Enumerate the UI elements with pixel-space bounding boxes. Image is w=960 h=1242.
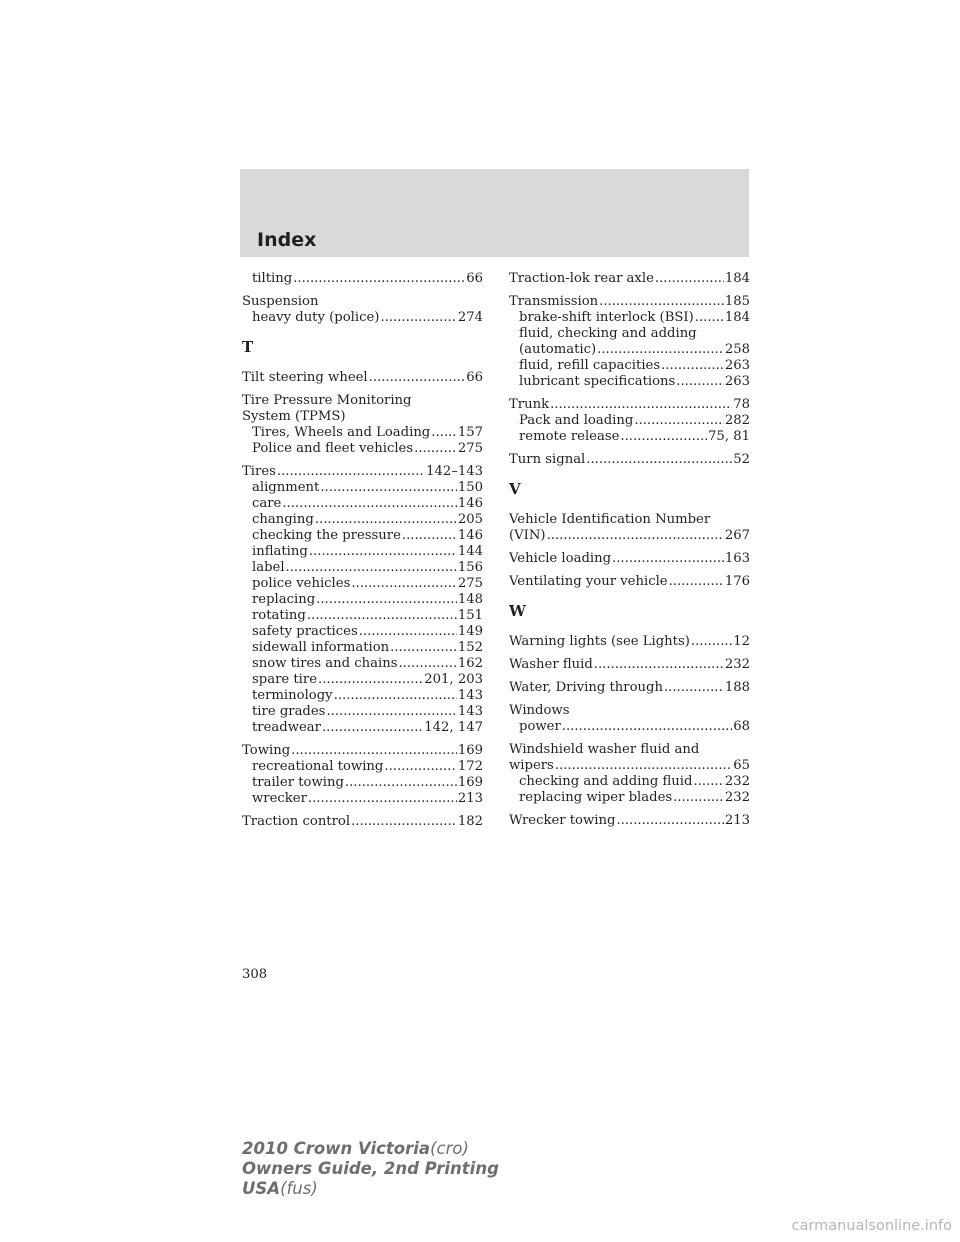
footer-line-market: USA(fus): [242, 1179, 318, 1198]
footer-line-model: 2010 Crown Victoria(cro): [242, 1139, 469, 1158]
entry-page-ref: 169: [457, 743, 483, 758]
entry-text: System (TPMS): [242, 409, 346, 424]
dot-leader: [594, 657, 724, 673]
index-entry: [509, 680, 750, 696]
entry-page-ref: 144: [457, 544, 483, 559]
entry-text: rotating: [252, 608, 306, 623]
dot-leader: [586, 452, 732, 468]
entry-text: Transmission: [509, 294, 599, 309]
entry-text: Turn signal: [509, 452, 586, 467]
entry-text: alignment: [252, 480, 320, 495]
watermark: carmanualsonline.info: [791, 1218, 952, 1234]
dot-leader: [691, 634, 732, 650]
dot-leader: [291, 743, 457, 759]
index-subentry-line: [242, 640, 483, 656]
index-subentry-line: [242, 608, 483, 624]
index-subentry-line: [509, 719, 750, 735]
dot-leader: [322, 720, 423, 736]
entry-page-ref: 258: [724, 342, 750, 357]
index-entry: [509, 742, 750, 806]
index-column-left: [242, 271, 483, 837]
entry-text: Traction control: [242, 814, 351, 829]
dot-leader: [282, 496, 456, 512]
dot-leader: [634, 413, 724, 429]
entry-text: Trunk: [509, 397, 550, 412]
entry-page-ref: 232: [724, 790, 750, 805]
entry-page-ref: 162: [457, 656, 483, 671]
page-number: 308: [242, 967, 268, 982]
dot-leader: [320, 480, 456, 496]
index-subentry-line: [242, 528, 483, 544]
dot-leader: [547, 528, 724, 544]
entry-page-ref: 157: [457, 425, 483, 440]
index-entry: [242, 464, 483, 736]
entry-text: checking the pressure: [252, 528, 401, 543]
document-footer: [242, 1139, 499, 1199]
entry-page-ref: 152: [457, 640, 483, 655]
index-entry: [509, 294, 750, 390]
entry-page-ref: 232: [724, 657, 750, 672]
dot-leader: [620, 429, 707, 445]
index-entry: [509, 271, 750, 287]
dot-leader: [597, 342, 724, 358]
entry-text: police vehicles: [252, 576, 351, 591]
index-entry-line: [509, 271, 750, 287]
index-entry-line: [509, 512, 750, 528]
index-subentry-line: [242, 480, 483, 496]
entry-page-ref: 275: [457, 576, 483, 591]
index-entry-line: [509, 703, 750, 719]
index-letter-heading: W: [509, 602, 526, 620]
index-subentry-line: [242, 759, 483, 775]
dot-leader: [655, 271, 724, 287]
index-entry-line: [509, 397, 750, 413]
index-subentry-line: [509, 429, 750, 445]
dot-leader: [307, 608, 457, 624]
entry-page-ref: 185: [724, 294, 750, 309]
index-subentry-line: [509, 413, 750, 429]
index-entry: [242, 743, 483, 807]
index-entry-line: [509, 657, 750, 673]
index-subentry-line: [242, 544, 483, 560]
entry-text: changing: [252, 512, 314, 527]
entry-text: Police and fleet vehicles: [252, 441, 414, 456]
dot-leader: [669, 574, 724, 590]
entry-page-ref: 263: [724, 374, 750, 389]
index-subentry-line: [509, 774, 750, 790]
dot-leader: [286, 560, 457, 576]
index-entry-line: [509, 551, 750, 567]
entry-text: tilting: [252, 271, 293, 286]
dot-leader: [664, 680, 724, 696]
index-entry-line: [509, 528, 750, 544]
dot-leader: [308, 791, 457, 807]
index-entry: [509, 397, 750, 445]
index-entry-line: [509, 742, 750, 758]
index-entry-line: [242, 743, 483, 759]
entry-text: brake-shift interlock (BSI): [519, 310, 694, 325]
index-subentry-line: [242, 656, 483, 672]
index-letter-heading: V: [509, 480, 521, 498]
dot-leader: [673, 790, 724, 806]
footer-line-edition: Owners Guide, 2nd Printing: [242, 1159, 499, 1178]
entry-text: Tire Pressure Monitoring: [242, 393, 412, 408]
index-entry-line: [509, 680, 750, 696]
entry-page-ref: 201, 203: [424, 672, 483, 687]
index-entry: [242, 814, 483, 830]
entry-page-ref: 274: [457, 310, 483, 325]
entry-text: wipers: [509, 758, 554, 773]
entry-page-ref: 275: [457, 441, 483, 456]
index-subentry-line: [242, 688, 483, 704]
index-entry: [242, 271, 483, 287]
dot-leader: [616, 813, 723, 829]
index-subentry-line: [242, 496, 483, 512]
entry-page-ref: 66: [466, 271, 483, 286]
entry-page-ref: 150: [457, 480, 483, 495]
dot-leader: [369, 370, 466, 386]
entry-page-ref: 143: [457, 704, 483, 719]
dot-leader: [384, 759, 456, 775]
entry-page-ref: 146: [457, 528, 483, 543]
dot-leader: [315, 512, 457, 528]
dot-leader: [414, 441, 457, 457]
entry-page-ref: 213: [457, 791, 483, 806]
entry-text: Washer fluid: [509, 657, 593, 672]
entry-page-ref: 156: [457, 560, 483, 575]
dot-leader: [293, 271, 465, 287]
dot-leader: [277, 464, 425, 480]
index-entry: [509, 574, 750, 590]
entry-page-ref: 232: [724, 774, 750, 789]
entry-text: Windows: [509, 703, 570, 718]
entry-page-ref: 188: [724, 680, 750, 695]
index-subentry-line: [509, 342, 750, 358]
index-entry-line: [242, 294, 483, 310]
entry-page-ref: 148: [457, 592, 483, 607]
entry-text: Traction-lok rear axle: [509, 271, 654, 286]
entry-page-ref: 182: [457, 814, 483, 829]
entry-text: power: [519, 719, 561, 734]
entry-text: care: [252, 496, 282, 511]
dot-leader: [309, 544, 457, 560]
index-entry-line: [509, 634, 750, 650]
entry-page-ref: 267: [724, 528, 750, 543]
entry-text: spare tire: [252, 672, 317, 687]
dot-leader: [390, 640, 457, 656]
entry-text: Water, Driving through: [509, 680, 663, 695]
index-entry: [509, 551, 750, 567]
dot-leader: [351, 814, 457, 830]
entry-text: checking and adding fluid: [519, 774, 693, 789]
index-subentry-line: [509, 358, 750, 374]
index-subentry-line: [242, 704, 483, 720]
index-subentry-line: [509, 790, 750, 806]
index-entry: [509, 703, 750, 735]
index-subentry-line: [242, 441, 483, 457]
index-subentry-line: [242, 672, 483, 688]
entry-text: heavy duty (police): [252, 310, 380, 325]
dot-leader: [555, 758, 732, 774]
section-title: Index: [257, 229, 317, 251]
entry-page-ref: 176: [724, 574, 750, 589]
index-letter-heading: T: [242, 338, 254, 356]
entry-text: replacing: [252, 592, 316, 607]
index-subentry-line: [242, 576, 483, 592]
dot-leader: [318, 672, 423, 688]
index-subentry-line: [242, 425, 483, 441]
entry-text: Wrecker towing: [509, 813, 616, 828]
entry-text: treadwear: [252, 720, 321, 735]
dot-leader: [599, 294, 724, 310]
index-subentry-line: [242, 271, 483, 287]
index-entry-line: [509, 294, 750, 310]
entry-page-ref: 184: [724, 271, 750, 286]
index-entry: [509, 813, 750, 829]
index-entry-line: [509, 758, 750, 774]
entry-text: sidewall information: [252, 640, 390, 655]
dot-leader: [693, 774, 723, 790]
entry-page-ref: 143: [457, 688, 483, 703]
entry-text: remote release: [519, 429, 620, 444]
index-subentry-line: [509, 374, 750, 390]
dot-leader: [550, 397, 732, 413]
entry-text: Suspension: [242, 294, 319, 309]
index-subentry-line: [242, 310, 483, 326]
index-subentry-line: [242, 775, 483, 791]
entry-text: terminology: [252, 688, 333, 703]
entry-page-ref: 78: [733, 397, 750, 412]
dot-leader: [661, 358, 724, 374]
entry-text: fluid, checking and adding: [519, 326, 697, 341]
entry-page-ref: 169: [457, 775, 483, 790]
entry-text: trailer towing: [252, 775, 344, 790]
entry-page-ref: 75, 81: [708, 429, 750, 444]
entry-text: safety practices: [252, 624, 358, 639]
dot-leader: [431, 425, 457, 441]
entry-text: Windshield washer fluid and: [509, 742, 700, 757]
dot-leader: [351, 576, 456, 592]
dot-leader: [676, 374, 724, 390]
index-entry-line: [509, 452, 750, 468]
entry-page-ref: 163: [724, 551, 750, 566]
entry-text: fluid, refill capacities: [519, 358, 661, 373]
entry-text: Warning lights (see Lights): [509, 634, 690, 649]
entry-text: lubricant specifications: [519, 374, 676, 389]
entry-page-ref: 149: [457, 624, 483, 639]
entry-text: Vehicle Identification Number: [509, 512, 711, 527]
dot-leader: [345, 775, 457, 791]
dot-leader: [359, 624, 457, 640]
entry-text: wrecker: [252, 791, 307, 806]
entry-text: replacing wiper blades: [519, 790, 673, 805]
index-subentry-line: [242, 560, 483, 576]
index-entry-line: [509, 813, 750, 829]
dot-leader: [695, 310, 724, 326]
entry-page-ref: 65: [733, 758, 750, 773]
dot-leader: [562, 719, 732, 735]
dot-leader: [612, 551, 724, 567]
index-entry: [242, 370, 483, 386]
dot-leader: [402, 528, 457, 544]
entry-text: Tilt steering wheel: [242, 370, 368, 385]
index-entry: [242, 393, 483, 457]
index-subentry-line: [242, 512, 483, 528]
index-entry: [242, 294, 483, 326]
index-column-right: [509, 271, 750, 836]
dot-leader: [334, 688, 457, 704]
entry-page-ref: 68: [733, 719, 750, 734]
dot-leader: [398, 656, 456, 672]
entry-page-ref: 146: [457, 496, 483, 511]
dot-leader: [380, 310, 456, 326]
entry-page-ref: 12: [733, 634, 750, 649]
index-entry: [509, 657, 750, 673]
entry-text: snow tires and chains: [252, 656, 398, 671]
index-entry: [509, 512, 750, 544]
section-header-band: [240, 169, 749, 257]
index-entry-line: [242, 464, 483, 480]
entry-page-ref: 205: [457, 512, 483, 527]
entry-text: Towing: [242, 743, 291, 758]
index-subentry-line: [509, 326, 750, 342]
index-entry-line: [242, 409, 483, 425]
index-entry-line: [242, 393, 483, 409]
entry-page-ref: 184: [724, 310, 750, 325]
entry-page-ref: 213: [724, 813, 750, 828]
entry-text: Vehicle loading: [509, 551, 612, 566]
entry-page-ref: 66: [466, 370, 483, 385]
index-entry-line: [509, 574, 750, 590]
entry-page-ref: 52: [733, 452, 750, 467]
index-entry-line: [242, 814, 483, 830]
entry-page-ref: 282: [724, 413, 750, 428]
index-entry: [509, 452, 750, 468]
entry-text: Tires, Wheels and Loading: [252, 425, 431, 440]
index-subentry-line: [242, 720, 483, 736]
index-entry-line: [242, 370, 483, 386]
entry-text: (automatic): [519, 342, 597, 357]
index-subentry-line: [242, 624, 483, 640]
entry-page-ref: 142, 147: [424, 720, 483, 735]
entry-text: inflating: [252, 544, 308, 559]
entry-text: Ventilating your vehicle: [509, 574, 668, 589]
index-subentry-line: [242, 791, 483, 807]
entry-text: tire grades: [252, 704, 326, 719]
dot-leader: [326, 704, 456, 720]
entry-text: recreational towing: [252, 759, 384, 774]
entry-text: Tires: [242, 464, 276, 479]
entry-page-ref: 151: [457, 608, 483, 623]
entry-text: label: [252, 560, 285, 575]
entry-page-ref: 172: [457, 759, 483, 774]
entry-page-ref: 142–143: [426, 464, 483, 479]
index-entry: [509, 634, 750, 650]
entry-page-ref: 263: [724, 358, 750, 373]
index-subentry-line: [509, 310, 750, 326]
dot-leader: [316, 592, 457, 608]
entry-text: (VIN): [509, 528, 546, 543]
index-subentry-line: [242, 592, 483, 608]
entry-text: Pack and loading: [519, 413, 634, 428]
